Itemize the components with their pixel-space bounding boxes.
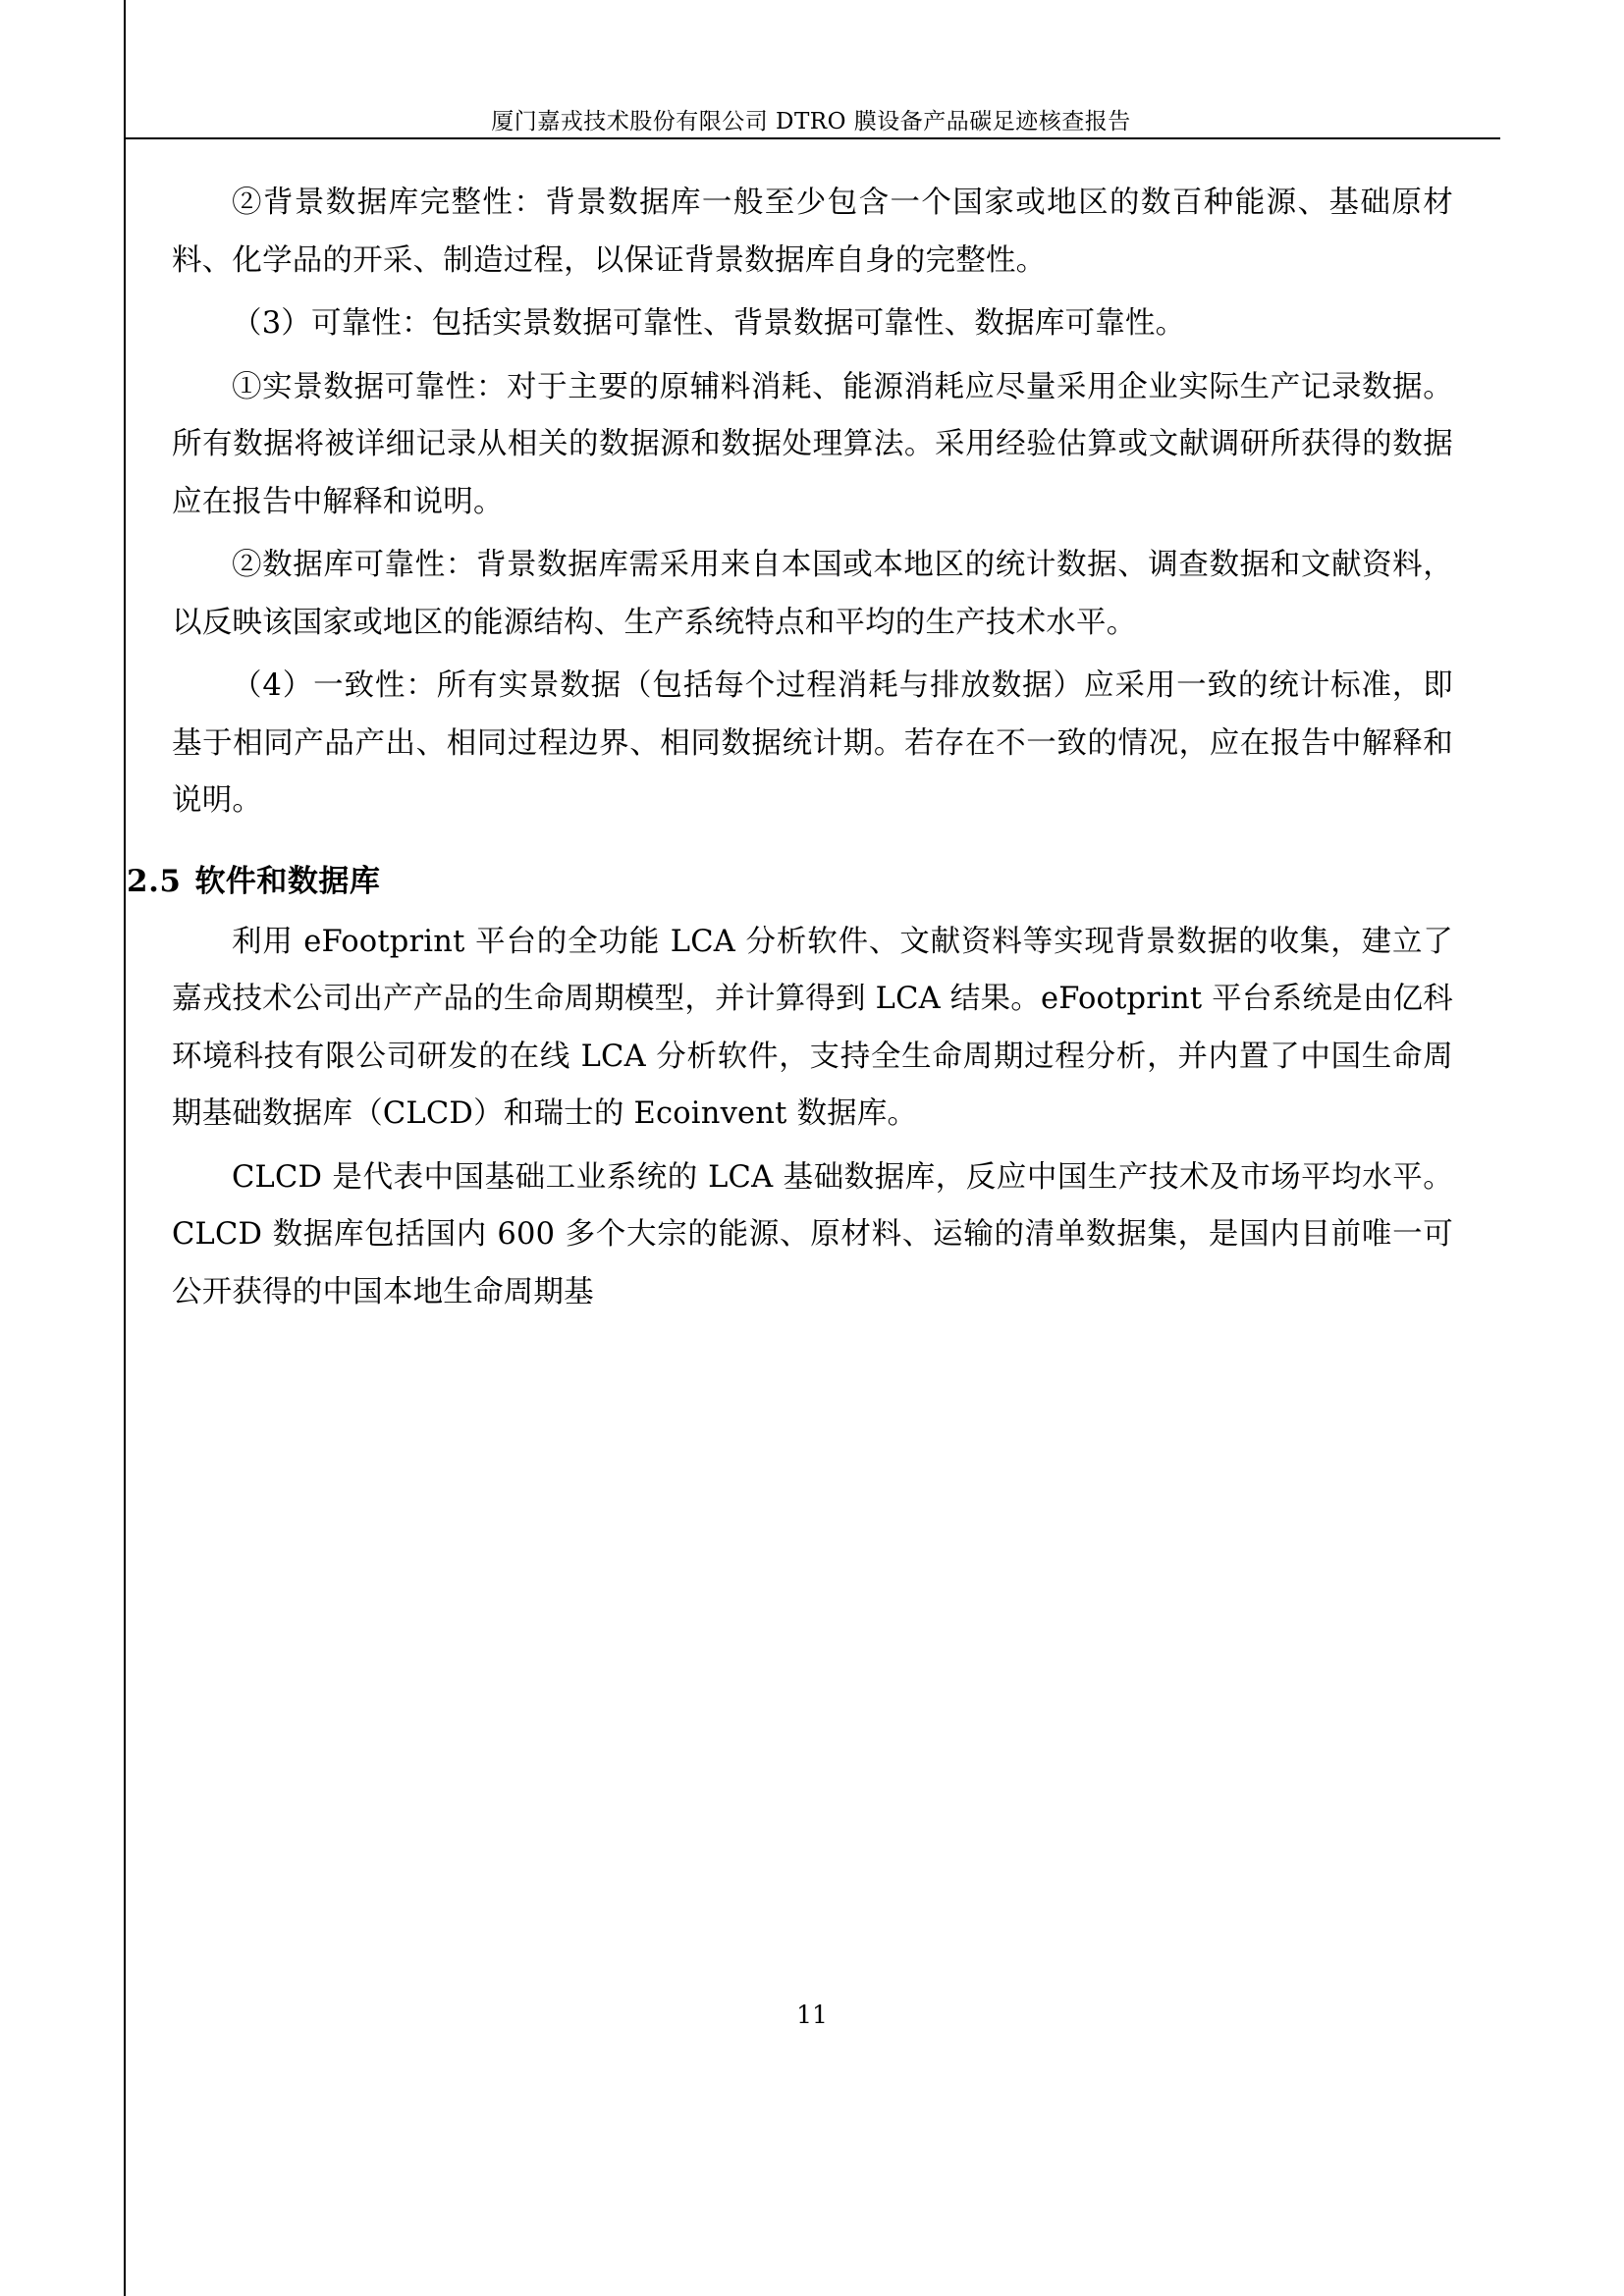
paragraph-consistency: （4）一致性：所有实景数据（包括每个过程消耗与排放数据）应采用一致的统计标准，即基于相同产品产出、相同过程边界、相同数据统计期。若存在不一致的情况，应在报告中解释和说明。 — [172, 668, 1453, 819]
binding-rule — [124, 0, 126, 2296]
paragraph-background-db-completeness: ②背景数据库完整性：背景数据库一般至少包含一个国家或地区的数百种能源、基础原材料、化学品的开采、制造过程，以保证背景数据库自身的完整性。 — [172, 186, 1453, 278]
section-number: 2.5 — [127, 864, 182, 900]
paragraph-clcd-database: CLCD 是代表中国基础工业系统的 LCA 基础数据库，反应中国生产技术及市场平均水平。CLCD 数据库包括国内 600 多个大宗的能源、原材料、运输的清单数据集，是国内目前唯一可公开获得的中国本地生命周期基 — [172, 1159, 1453, 1309]
section-heading-software-and-database — [127, 856, 1453, 908]
page-content — [127, 175, 1453, 1328]
paragraph-reliability-overview: （3）可靠性：包括实景数据可靠性、背景数据可靠性、数据库可靠性。 — [232, 306, 1186, 342]
paragraph-actual-data-reliability: ①实景数据可靠性：对于主要的原辅料消耗、能源消耗应尽量采用企业实际生产记录数据。所有数据将被详细记录从相关的数据源和数据处理算法。采用经验估算或文献调研所获得的数据应在报告中解释和说明。 — [172, 369, 1453, 519]
paragraph-database-reliability: ②数据库可靠性：背景数据库需采用来自本国或本地区的统计数据、调查数据和文献资料，以反映该国家或地区的能源结构、生产系统特点和平均的生产技术水平。 — [172, 548, 1453, 640]
page-header-title: 厦门嘉戎技术股份有限公司 DTRO 膜设备产品碳足迹核查报告 — [491, 109, 1131, 134]
section-title: 软件和数据库 — [194, 864, 381, 900]
page-number: 11 — [796, 2001, 828, 2029]
header-divider — [124, 137, 1500, 139]
paragraph-efootprint-platform: 利用 eFootprint 平台的全功能 LCA 分析软件、文献资料等实现背景数据的收集，建立了嘉戎技术公司出产产品的生命周期模型，并计算得到 LCA 结果。eFootprint 平台系统是由亿科环境科技有限公司研发的在线 LCA 分析软件，支持全生命周期过程分析，并内置了中国生命周期基础数据库（CLCD）和瑞士的 Ecoinvent 数据库。 — [172, 924, 1453, 1132]
